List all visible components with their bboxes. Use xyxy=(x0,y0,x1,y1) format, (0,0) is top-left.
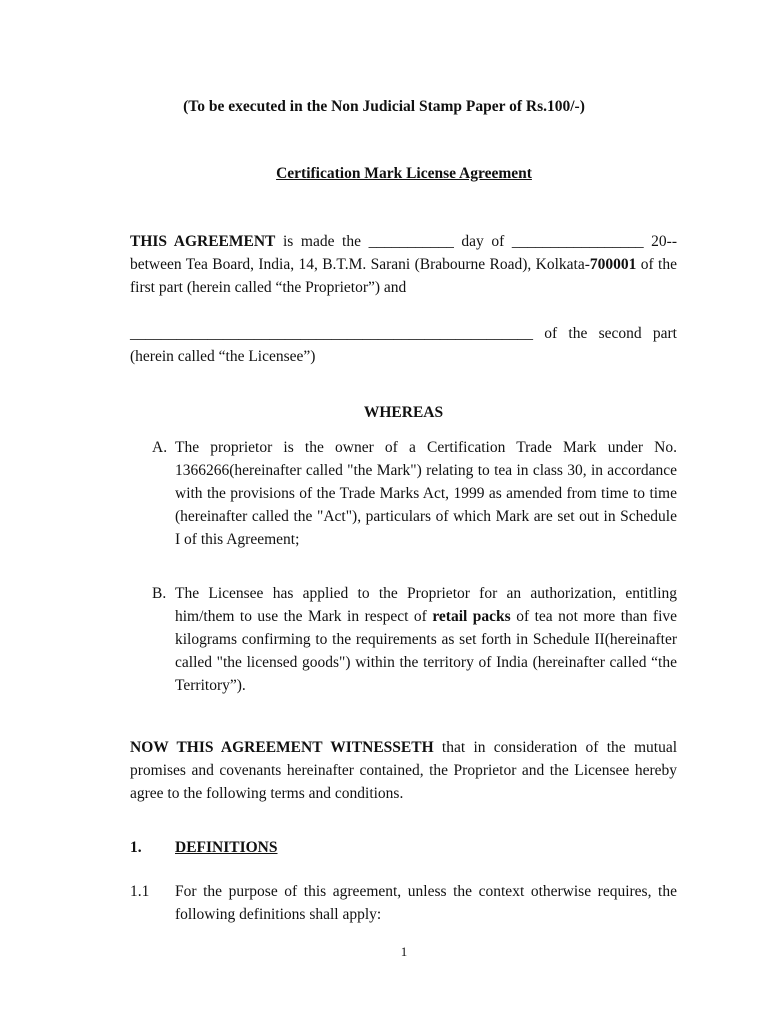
intro-paragraph xyxy=(130,230,677,299)
intro-text-2: of the first part (herein called “the Proprietor”) and xyxy=(130,256,677,296)
section-definitions xyxy=(130,836,677,859)
intro-pin: 700001 xyxy=(589,256,637,273)
witness-text: that in consideration of the mutual promises and covenants hereinafter contained, the Proprietor and the Licensee hereby agree to the following terms and conditions. xyxy=(130,739,677,802)
intro-lead: THIS AGREEMENT xyxy=(130,233,276,250)
section-number: 1. xyxy=(130,839,142,856)
second-party-paragraph: ____________________________________________________ of the second part (herein called “the Licensee”) xyxy=(130,325,677,365)
page-number: 1 xyxy=(400,944,408,959)
recital-b-text-2: of tea not more than five kilograms confirming to the requirements as set forth in Schedule II(hereinafter called "the licensed goods") within the territory of India (hereinafter called “the Territory”). xyxy=(175,608,678,694)
stamp-paper-note: (To be executed in the Non Judicial Stamp Paper of Rs.100/-) xyxy=(183,98,585,115)
recital-b xyxy=(152,582,677,697)
whereas-heading: WHEREAS xyxy=(363,404,444,421)
recital-letter: A. xyxy=(152,439,168,456)
witness-lead: NOW THIS AGREEMENT WITNESSETH xyxy=(130,739,434,756)
recital-letter: B. xyxy=(152,585,167,602)
intro-text-1: is made the ___________ day of _________________ 20-- between Tea Board, India, 14, B.T.M. Sarani (Brabourne Road), Kolkata- xyxy=(130,233,677,273)
recital-b-text-1: The Licensee has applied to the Proprietor for an authorization, entitling him/them to use the Mark in respect of xyxy=(175,585,677,625)
recital-b-bold: retail packs xyxy=(432,608,511,625)
recital-text xyxy=(175,582,677,697)
witness-paragraph xyxy=(130,736,677,805)
clause-text: For the purpose of this agreement, unless the context otherwise requires, the following definitions shall apply: xyxy=(175,883,677,923)
section-title: DEFINITIONS xyxy=(175,839,278,856)
recital-text: The proprietor is the owner of a Certification Trade Mark under No. 1366266(hereinafter called "the Mark") relating to tea in class 30, in accordance with the provisions of the Trade Marks Act, 1999 as amended from time to time (hereinafter called the "Act"), particulars of which Mark are set out in Schedule I of this Agreement; xyxy=(175,439,677,548)
clause-1-1 xyxy=(130,880,677,926)
document-title: Certification Mark License Agreement xyxy=(276,165,532,182)
recital-a xyxy=(152,436,677,551)
clause-number: 1.1 xyxy=(130,883,150,900)
